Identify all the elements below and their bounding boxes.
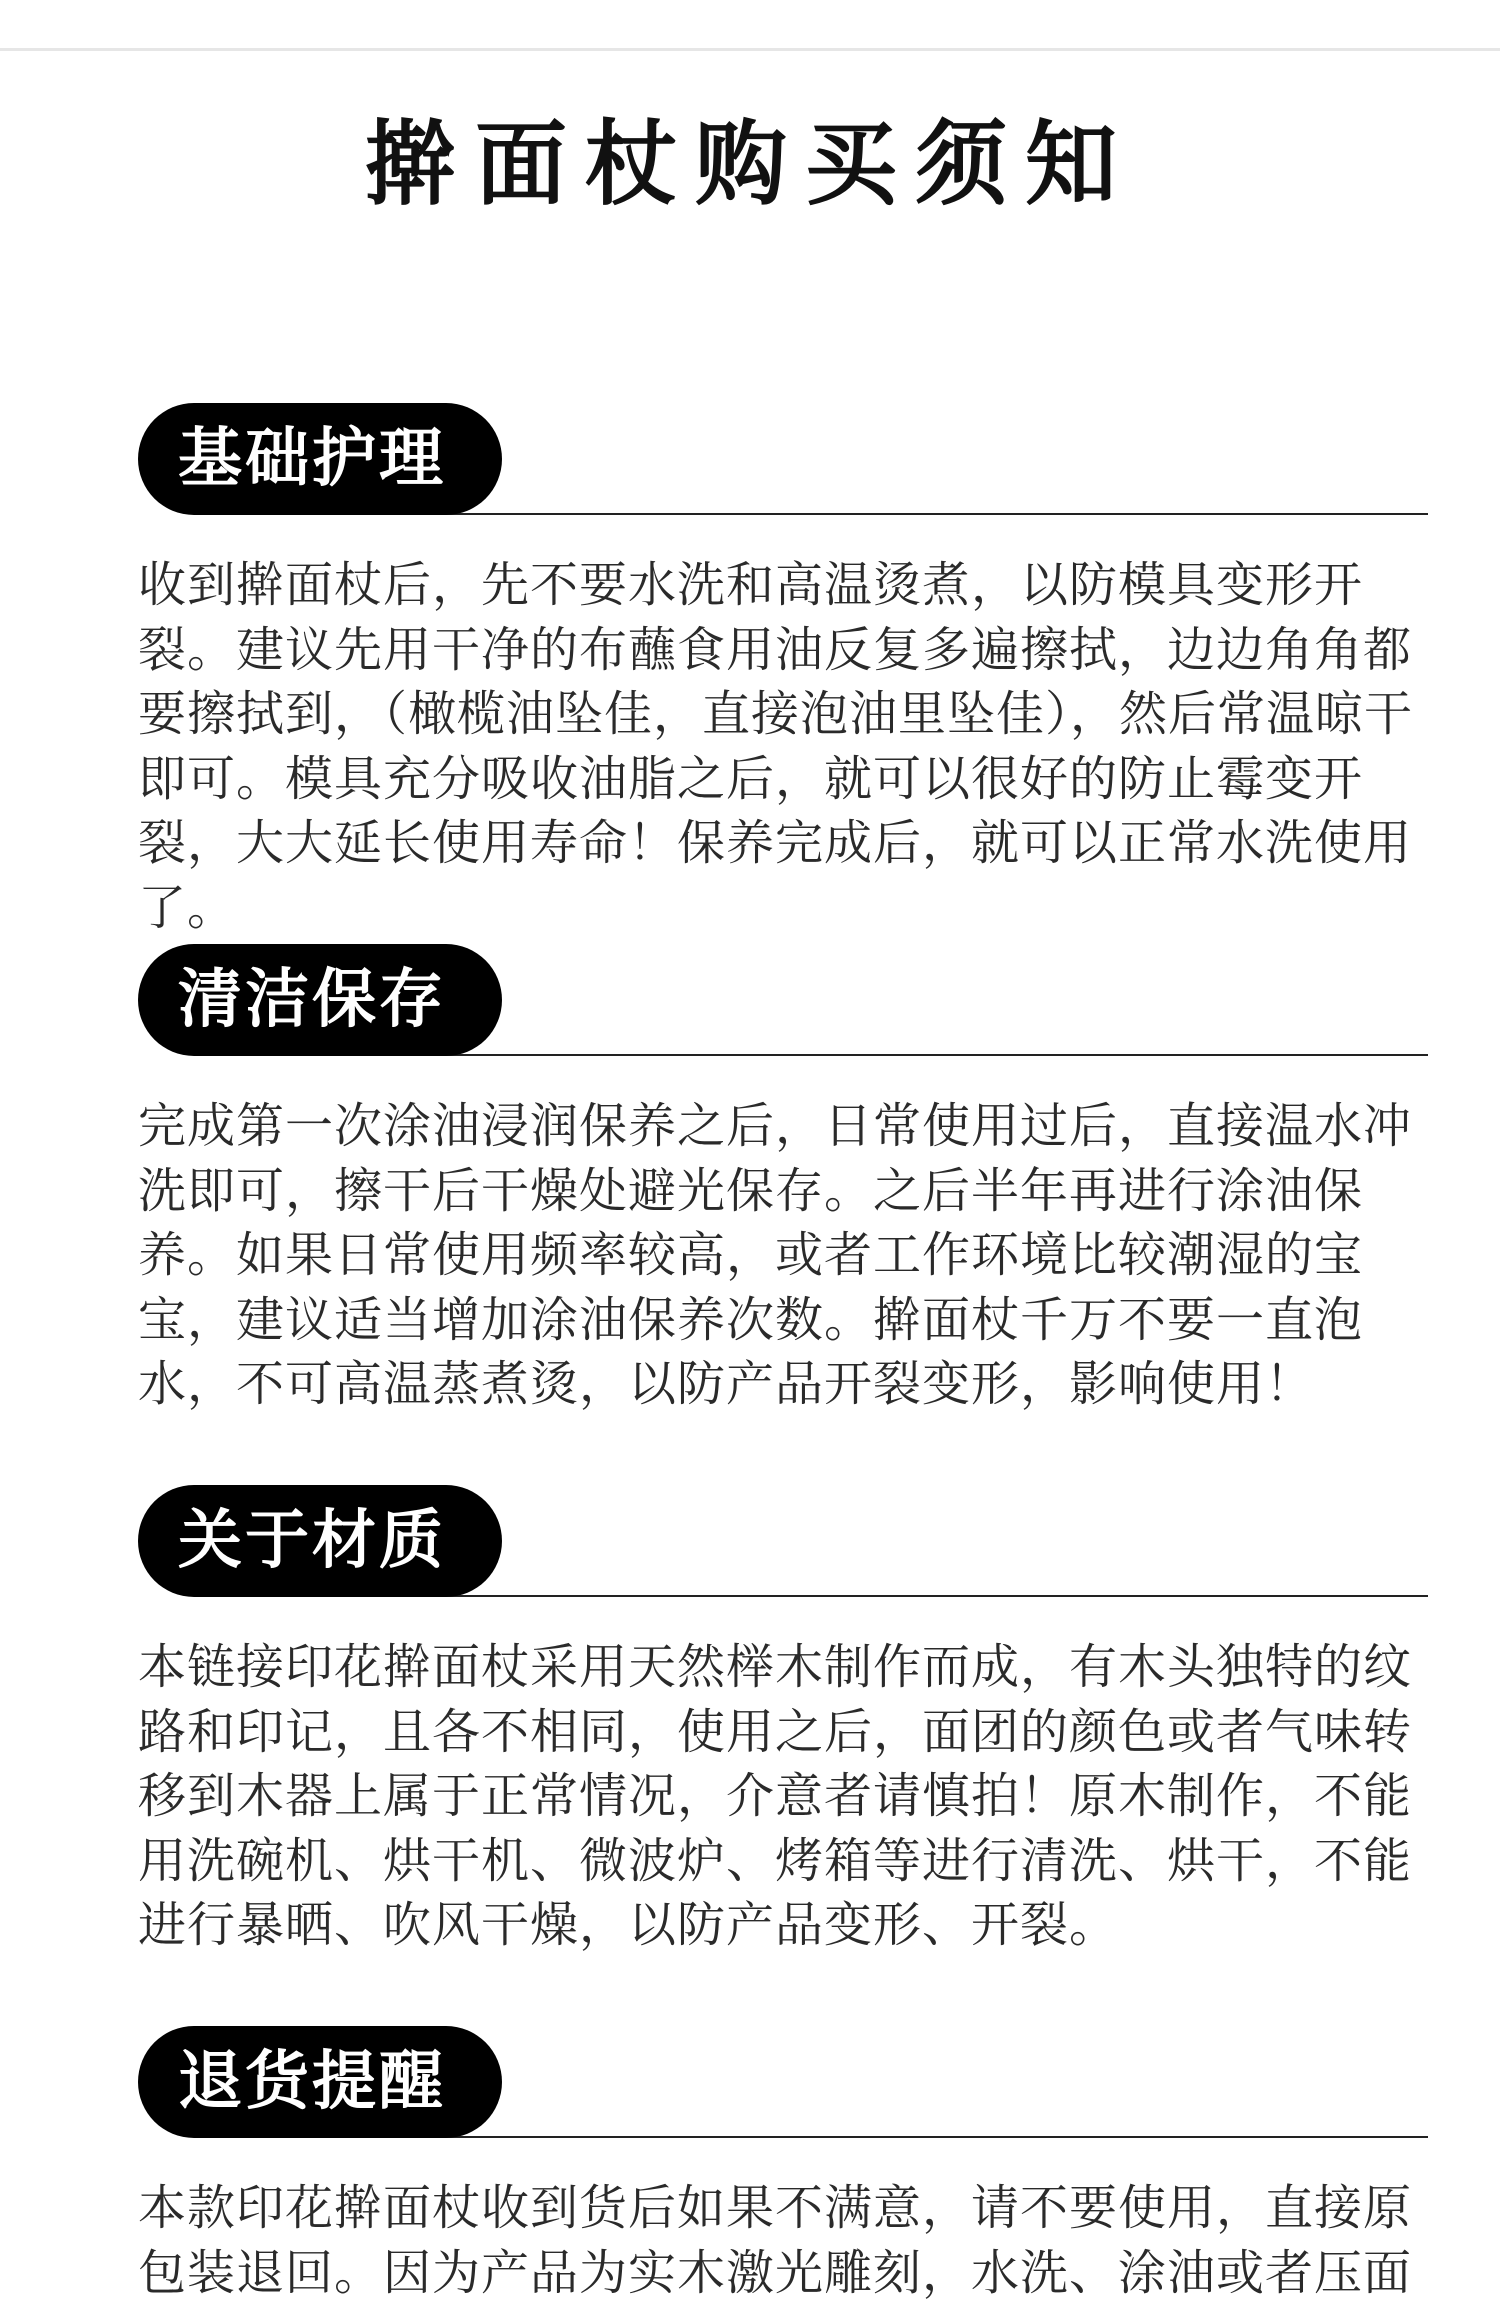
section-header (138, 944, 1428, 1060)
section-heading-badge (138, 944, 502, 1056)
page-title: 擀面杖购买须知 (364, 111, 1135, 218)
section-material (138, 1485, 1428, 1958)
section-heading-badge (138, 403, 502, 515)
section-body: 本链接印花擀面杖采用天然榉木制作而成，有木头独特的纹路和印记，且各不相同，使用之后，面团的颜色或者气味转移到木器上属于正常情况，介意者请慎拍！原木制作，不能用洗碗机、烘干机、微波炉、烤箱等进行清洗、烘干，不能进行暴晒、吹风干燥，以防产品变形、开裂。 (138, 1639, 1413, 1953)
section-divider (338, 2136, 1428, 2138)
section-header (138, 2026, 1428, 2142)
section-divider (338, 1595, 1428, 1597)
section-heading: 退货提醒 (178, 2045, 446, 2119)
section-body: 完成第一次涂油浸润保养之后，日常使用过后，直接温水冲洗即可，擦干后干燥处避光保存。之后半年再进行涂油保养。如果日常使用频率较高，或者工作环境比较潮湿的宝宝，建议适当增加涂油保养次数。擀面杖千万不要一直泡水，不可高温蒸煮烫，以防产品开裂变形，影响使用！ (138, 1098, 1413, 1412)
section-basic-care (138, 403, 1428, 940)
section-header (138, 403, 1428, 519)
top-divider (0, 48, 1500, 51)
section-cleaning-storage (138, 944, 1428, 1417)
section-heading-badge (138, 1485, 502, 1597)
section-heading: 关于材质 (178, 1504, 446, 1578)
section-heading: 基础护理 (178, 422, 446, 496)
section-body: 本款印花擀面杖收到货后如果不满意，请不要使用，直接原包装退回。因为产品为实木激光雕刻，水洗、涂油或者压面 (138, 2180, 1413, 2301)
section-heading: 清洁保存 (178, 963, 446, 1037)
section-return-notice (138, 2026, 1428, 2305)
section-body: 收到擀面杖后，先不要水洗和高温烫煮，以防模具变形开裂。建议先用干净的布蘸食用油反复多遍擦拭，边边角角都要擦拭到，（橄榄油坠佳，直接泡油里坠佳），然后常温晾干即可。模具充分吸收油脂之后，就可以很好的防止霉变开裂，大大延长使用寿命！保养完成后，就可以正常水洗使用了。 (138, 557, 1414, 936)
section-header (138, 1485, 1428, 1601)
section-divider (338, 513, 1428, 515)
section-divider (338, 1054, 1428, 1056)
section-heading-badge (138, 2026, 502, 2138)
